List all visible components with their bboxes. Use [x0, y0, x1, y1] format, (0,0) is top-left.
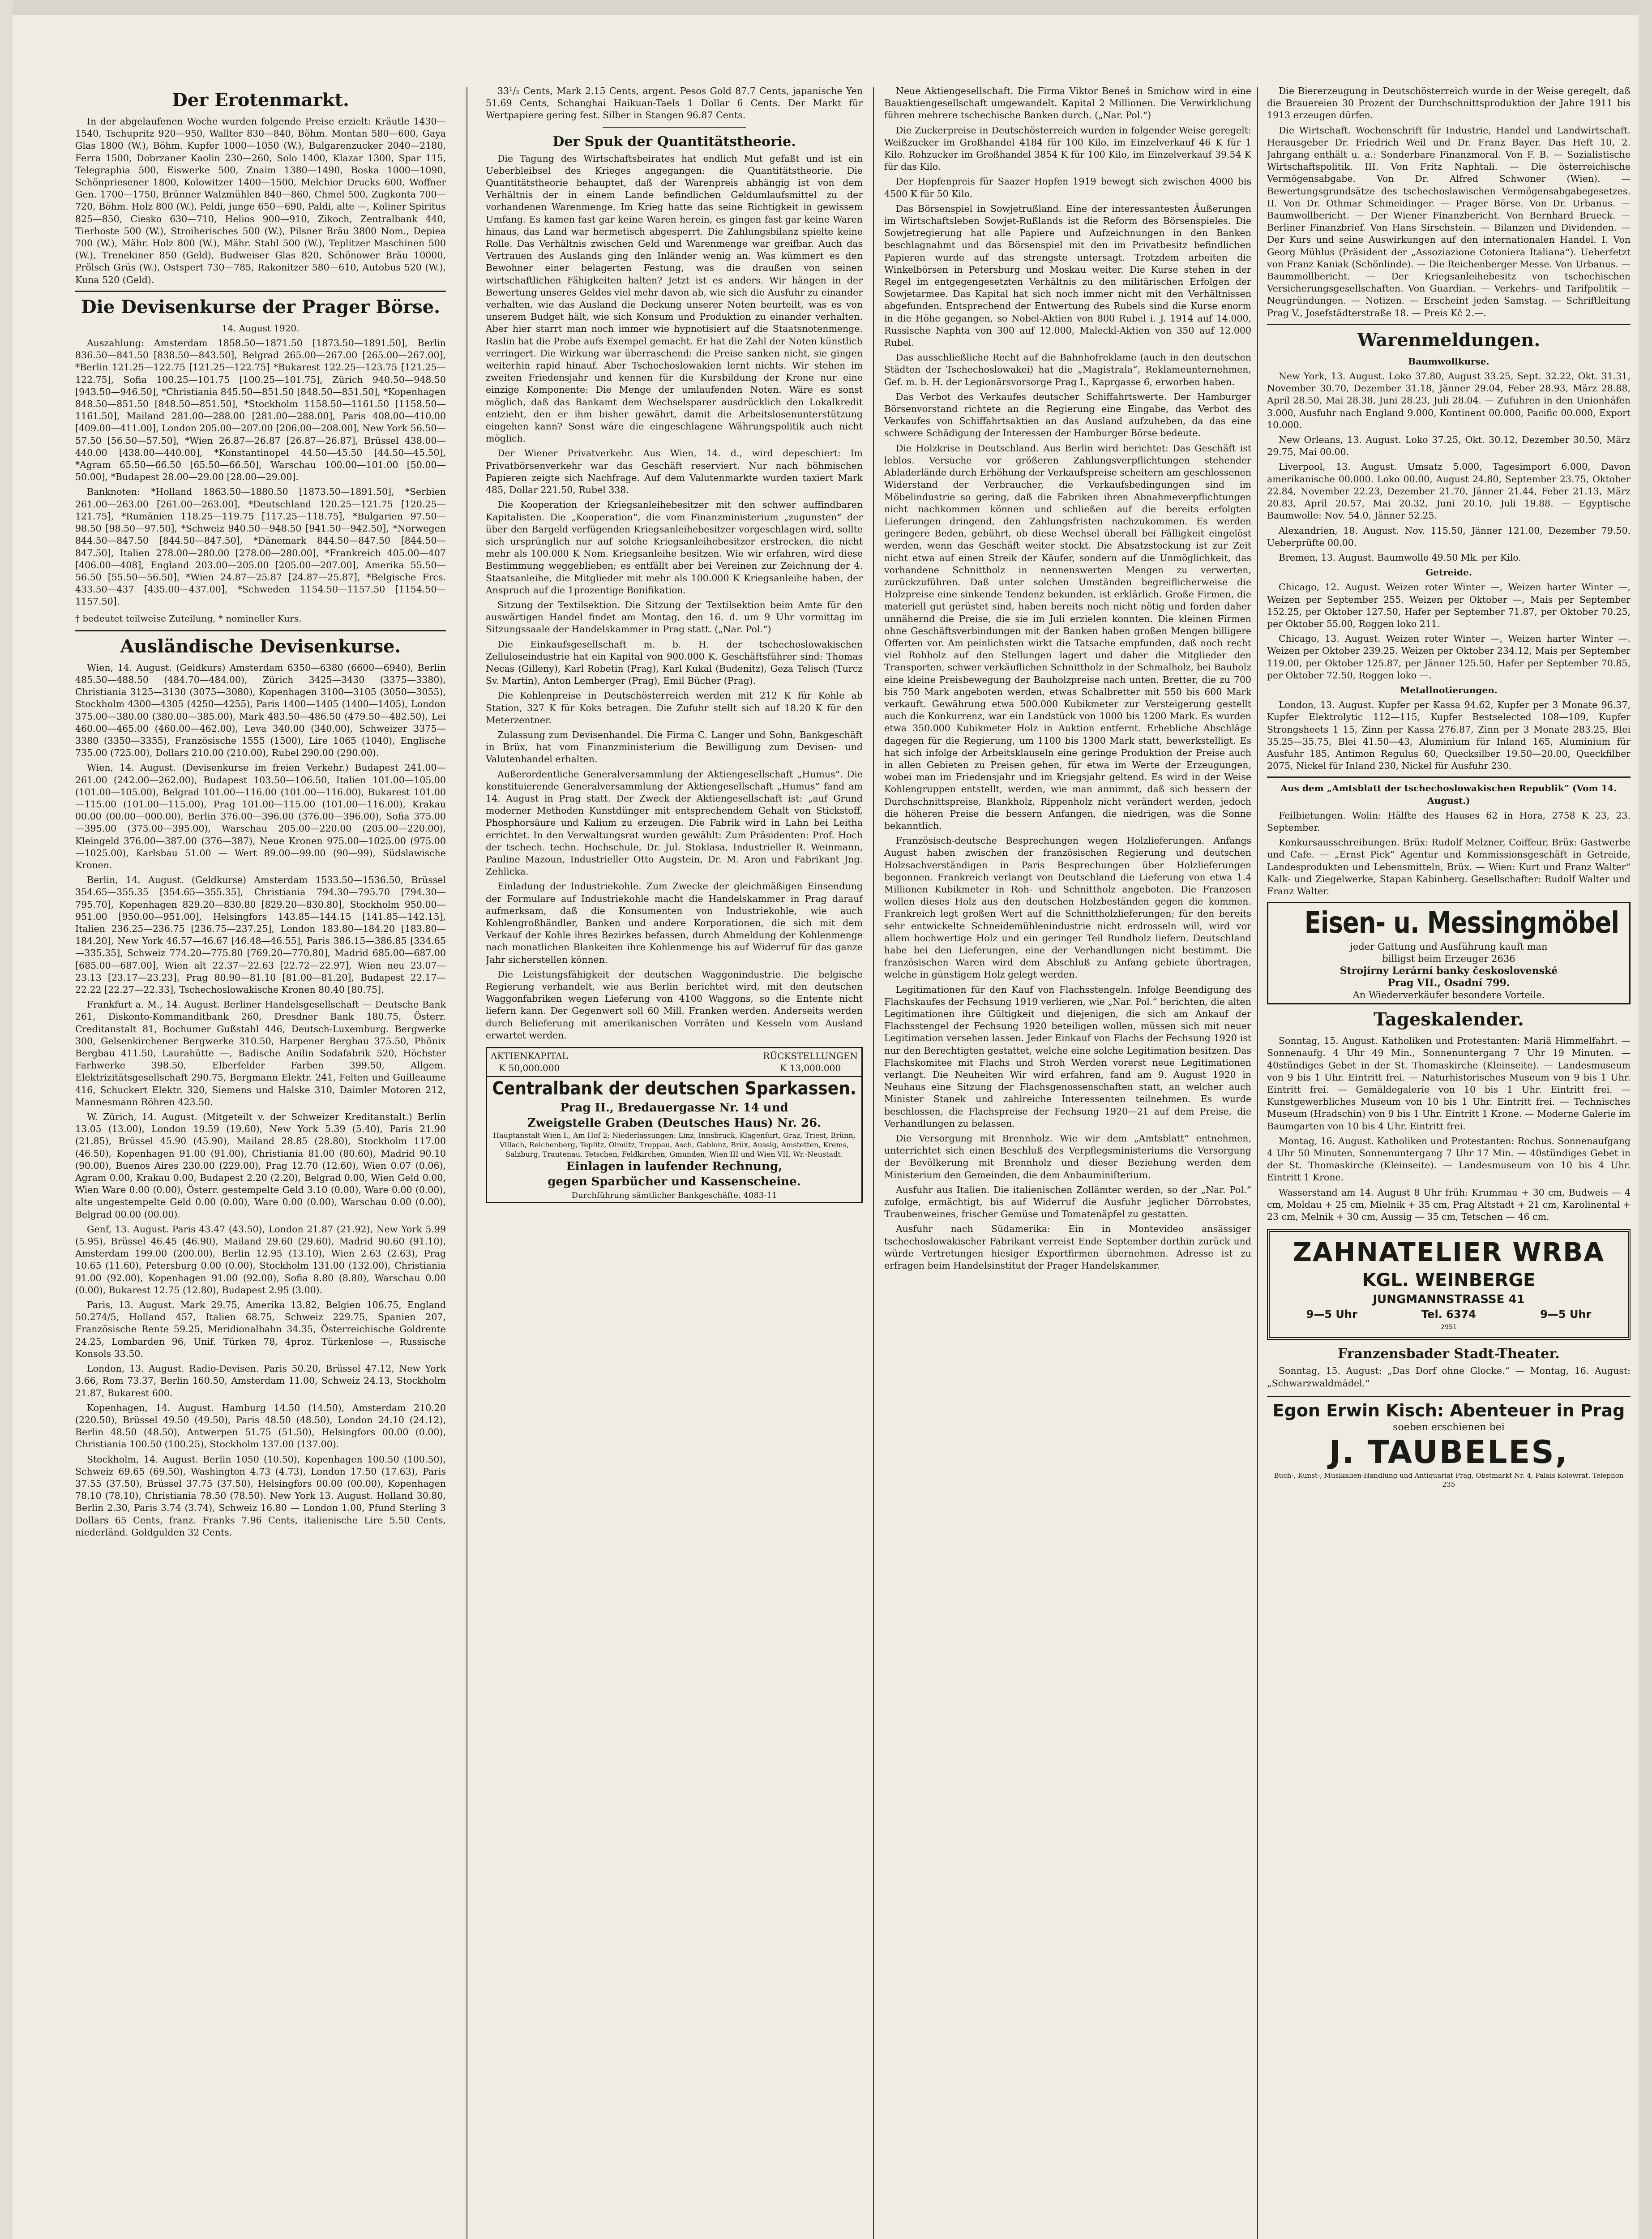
- paragraph: Legitimationen für den Kauf von Flachsstengeln. Infolge Beendigung des Flachskaufes der Fechsung 1919 verlieren, wie „Nar. Pol.“ berichten, die alten Legitimationen ihre Gültigkeit und diejenigen, die sich am Ankauf der Flachsstengel der Fechsung 1920 beteiligen wollen, müssen sich mit neuer Legitimation versehen lassen. Jeder Einkauf von Flachs der Fechsung 1920 ist nur den Berechtigten gestattet, welche eine solche Legitimation besitzen. Das Flachskomitee mit Flachs und Stroh Werden vorerst neue Legitimationen verlangt. Die Neuheiten Wir wird erfahren, fand am 9. August 1920 in Neuhaus eine Sitzung der Flachsgenossenschaften statt, an welcher auch Minister Stanek und zahlreiche Interessenten teilnehmen. Es wurde beschlossen, die Flachspreise der Fechsung 1920—21 auf dem Preise, die Verhandlungen zu belassen.: [884, 984, 1251, 1129]
- ad-hours-right: 9—5 Uhr: [1540, 1308, 1592, 1321]
- paragraph: Chicago, 13. August. Weizen roter Winter —, Weizen harter Winter —. Weizen per Oktober 239.25. Weizen per Oktober 234.12, Mais per September 119.00, per Oktober 125.87, per Jänner 125.50, Hafer per September 70.85, per Oktober 72.50, Roggen loko —.: [1267, 633, 1631, 681]
- section-title: Der Erotenmarkt.: [172, 90, 349, 111]
- paragraph: Außerordentliche Generalversammlung der Aktiengesellschaft „Humus“. Die konstituierende Generalversammlung der Aktiengesellschaft „Humus“ fand am 14. August in Prag statt. Der Zweck der Aktiengesellschaft ist: „auf Grund moderner Methoden Kunstdünger mit entsprechendem Gehalt von Stickstoff, Phosphorsäure und Kalium zu erzeugen. Die Fabrik wird in Lahn bei Leitha errichtet. In den Verwaltungsrat wurden gewählt: Zum Präsidenten: Prof. Hoch der tschech. techn. Hochschule, Dr. Jul. Stoklasa, Industrieller R. Weinmann, Pauline Mazoun, Industrieller Otto Augstein, Dr. M. Aron und Fabrikant Jng. Zehlicka.: [486, 768, 863, 877]
- ad-capital-header: [487, 1048, 861, 1077]
- ad-services: Durchführung sämtlicher Bankgeschäfte.: [571, 1191, 741, 1201]
- column-rule: [466, 87, 467, 2239]
- dental-advertisement: [1267, 1229, 1631, 1340]
- divider: [1267, 776, 1631, 778]
- paragraph: Das Börsenspiel in Sowjetrußland. Eine der interessantesten Äußerungen im Wirtschaftsleben Sowjet-Rußlands ist die Reform des Börsenspieles. Die Sowjetregierung hat alle Papiere und Aufzeichnungen in den Banken beschlagnahmt und das Börsenspiel mit den im Privatbesitz befindlichen Papieren wurde auf das strengste untersagt. Trotzdem arbeiten die Winkelbörsen in Petersburg und Moskau weiter. Die Kurse stehen in der Regel im entgegengesetzten Verhältnis zu den militärischen Erfolgen der Sowjetarmee. Das Kapital hat sich noch immer nicht mit den Verhältnissen abgefunden. Entsprechend der Entwertung des Rubels sind die Kurse enorm in die Höhe gegangen, so Nobel-Aktien von 800 Rubel i. J. 1914 auf 14.000, Russische Naphta von 300 auf 12.000, Maleckl-Aktien von 350 auf 12.000 Rubel.: [884, 203, 1251, 348]
- paragraph: Stockholm, 14. August. Berlin 1050 (10.50), Kopenhagen 100.50 (100.50), Schweiz 69.65 (69.50), Washington 4.73 (4.73), London 17.50 (17.63), Paris 37.55 (37.50), Brüssel 37.75 (37.50), Helsingfors 00.00 (00.00), Kopenhagen 78.10 (78.10), Christiania 78.50 (78.50). New York 13. August. Holland 30.80, Berlin 2.30, Paris 3.74 (3.74), Schweiz 16.80 — London 1.00, Pfund Sterling 3 Dollars 65 Cents, franz. Franks 7.96 Cents, italienische Lire 5.50 Cents, niederländ. Goldgulden 32 Cents.: [75, 1454, 446, 1538]
- paragraph: Der Hopfenpreis für Saazer Hopfen 1919 bewegt sich zwischen 4000 bis 4500 K für 50 Kilo.: [884, 176, 1251, 199]
- ad-address-2: Zweigstelle Graben (Deutsches Haus) Nr. 26.: [527, 1116, 822, 1130]
- paragraph: Zulassung zum Devisenhandel. Die Firma C. Langer und Sohn, Bankgeschäft in Brüx, hat vom Finanzministerium die Bewilligung zum Devisen- und Valutenhandel erhalten.: [486, 729, 863, 765]
- paragraph: Liverpool, 13. August. Umsatz 5.000, Tagesimport 6.000, Davon amerikanische 00.000. Loko 00.00, August 24.80, September 23.75, Oktober 22.84, November 22.23, Dezember 21.70, Jänner 21.44, Feber 21.13, März 20.83, April 20.57, Mai 20.32, Juni 20.10, Juli 19.88. — Egyptische Baumwolle: Nov. 54.0, Jänner 52.25.: [1267, 461, 1631, 521]
- ad-line: An Wiederverkäufer besondere Vorteile.: [1352, 990, 1545, 1001]
- ad-reserve-label: RÜCKSTELLUNGEN: [763, 1051, 858, 1062]
- paragraph: In der abgelaufenen Woche wurden folgende Preise erzielt: Kräutle 1430—1540, Tschupritz 920—950, Wallter 830—840, Böhm. Montan 580—600, Gaya Glas 1800 (W.), Böhm. Kupfer 1000—1050 (W.), Bulgarenzucker 2040—2180, Ferra 1500, Dobrzaner Kaolin 230—260, Solo 1400, Klazar 1300, Spar 115, Telegraphia 500, Eiswerke 500, Znaim 1380—1490, Boska 1000—1090, Schönpriesener 1800, Kolowitzer 1400—1500, Melchior Drucks 600, Woffner Gen. 1700—1750, Brünner Walzmühlen 840—860, Chmel 500, Zugkonta 700—720, Böhm. Holz 800 (W.), Peldi, junge 650—690, Paldi, alte —, Koliner Spiritus 825—850, Ciesko 630—710, Helios 900—910, Zikoch, Zentralbank 440, Tierhoste 500 (W.), Stroiherisches 500 (W.), Pilsner Bräu 3800 Nom., Depiea 700 (W.), Mähr. Holz 800 (W.), Mähr. Stahl 500 (W.), Teplitzer Maschinen 500 (W.), Trenekiner 850 (Geld), Budweiser Glas 820, Schönower Bräu 10000, Prölsch Grüs (W.), Ostspert 730—785, Rakonitzer 580—610, Autobus 520 (W.), Kuna 520 (Geld).: [75, 116, 446, 285]
- paragraph: Konkursausschreibungen. Brüx: Rudolf Melzner, Coiffeur, Brüx: Gastwerbe und Cafe. — „Ernst Pick“ Agentur und Kommissionsgeschäft in Getreide, Landesprodukten und Lebensmitteln, Brüx. — Wien: Kurt und Franz Walter“ Kalk- und Ziegelwerke, Stapan Kabinberg. Gesellschafter: Rudolf Walter und Franz Walter.: [1267, 837, 1631, 896]
- column-4: [1267, 85, 1631, 2239]
- paragraph: W. Zürich, 14. August. (Mitgeteilt v. der Schweizer Kreditanstalt.) Berlin 13.05 (13.00), London 19.59 (19.60), New York 5.39 (5.40), Paris 21.90 (21.85), Brüssel 45.90 (45.90), Mailand 28.85 (28.80), Stockholm 117.00 (46.50), Kopenhagen 91.00 (91.00), Christiania 81.00 (80.60), Madrid 90.10 (90.00), Buenos Aires 230.00 (229.00), Prag 12.70 (12.60), Wien 0.07 (0.06), Agram 0.00, Krakau 0.00, Budapest 2.20 (2.20), Belgrad 0.00, Wien Geld 0.00, Wien Ware 0.00 (0.00), Österr. gestempelte Geld 3.10 (0.00), Ware 0.00 (0.00), alte ungestempelte Geld 0.00 (0.00), Ware 0.00 (0.00), Warschau 0.00 (0.00), Belgrad 00.00 (00.00).: [75, 1111, 446, 1220]
- book-advertisement: [1267, 1396, 1631, 1489]
- subsection-title: Getreide.: [1425, 567, 1472, 578]
- paragraph: Einladung der Industriekohle. Zum Zwecke der gleichmäßigen Einsendung der Formulare auf Industriekohle macht die Handelskammer in Prag darauf aufmerksam, daß die Konsumenten von Industriekohle, wie auch Kohlengroßhändler, Banken und andere Korporationen, die sich mit dem Verkauf der Kohle ihres Bezirkes befassen, durch Abmeldung der Kohlenmenge nach monatlichen Blankeiten ihre Kohlenmenge bis auf Widerruf für das ganze Jahr sicherstellen können.: [486, 881, 863, 965]
- divider: [603, 127, 746, 128]
- subsection-title: Aus dem „Amtsblatt der tschechoslowakischen Republik“ (Vom 14. August.): [1280, 783, 1617, 806]
- paragraph: Sitzung der Textilsektion. Die Sitzung der Textilsektion beim Amte für den auswärtigen Handel findet am Montag, den 16. d. um 9 Uhr vormittag im Sitzungssaale der Handelskammer in Prag statt. („Nar. Pol.“): [486, 599, 863, 635]
- paragraph: Kopenhagen, 14. August. Hamburg 14.50 (14.50), Amsterdam 210.20 (220.50), Brüssel 49.50 (49.50), Paris 48.50 (48.50), London 24.10 (24.12), Berlin 48.50 (48.50), Antwerpen 51.75 (51.50), Helsingfors 00.00 (0.00), Christiania 100.50 (100.25), Stockholm 137.00 (137.00).: [75, 1402, 446, 1450]
- ad-address: Buch-, Kunst-, Musikalien-Handlung und Antiquariat Prag, Obstmarkt Nr. 4, Palais Kolowrat. Telephon 235: [1274, 1471, 1624, 1489]
- paragraph: Genf, 13. August. Paris 43.47 (43.50), London 21.87 (21.92), New York 5.99 (5.95), Brüssel 46.45 (46.90), Mailand 29.60 (29.60), Madrid 90.60 (91.10), Amsterdam 199.00 (200.00), Berlin 12.95 (13.10), Wien 2.63 (2.63), Prag 10.65 (11.60), Petersburg 0.00 (0.00), Stockholm 131.00 (132.00), Christiania 91.00 (92.00), Kopenhagen 91.00 (92.00), Sofia 8.80 (8.80), Warschau 0.00 (0.00), Bukarest 12.75 (12.80), Budapest 2.95 (3.00).: [75, 1223, 446, 1295]
- paragraph: Frankfurt a. M., 14. August. Berliner Handelsgesellschaft — Deutsche Bank 261, Diskonto-Kommanditbank 260, Dresdner Bank 180.75, Österr. Creditanstalt 81, Bochumer Gußstahl 446, Deutsch-Luxemburg. Bergwerke 300, Gelsenkirchener Bergwerke 310.50, Harpener Bergbau 375.50, Phönix Bergbau 411.50, Laurahütte —, Badische Anilin Sodafabrik 520, Höchster Farbwerke 398.50, Elberfelder Farben 399.50, Allgem. Elektrizitätsgesellschaft 290.75, Bergmann Elektr. 241, Felten und Guilleaume 416, Schuckert Elektr. 320, Siemens und Halske 310, Daimler Motoren 212, Mannesmann Röhren 423.50.: [75, 999, 446, 1107]
- paragraph: 33¹/₂ Cents, Mark 2.15 Cents, argent. Pesos Gold 87.7 Cents, japanische Yen 51.69 Cents, Schanghai Haikuan-Taels 1 Dollar 6 Cents. Der Markt für Wertpapiere gering fest. Silber in Stangen 96.87 Cents.: [486, 86, 863, 121]
- ad-line: Einlagen in laufender Rechnung,: [566, 1160, 783, 1174]
- ad-publisher: J. TAUBELES,: [1329, 1434, 1569, 1471]
- ad-line: jeder Gattung und Ausführung kauft man: [1350, 941, 1548, 952]
- ad-code: 2636: [1491, 953, 1515, 965]
- section-title: Tageskalender.: [1374, 1009, 1524, 1030]
- ad-headline: Eisen- u. Messingmöbel: [1304, 905, 1619, 940]
- paragraph: Die Holzkrise in Deutschland. Aus Berlin wird berichtet: Das Geschäft ist leblos. Versuche vor größeren Zahlungsverpflichtungen stehender Abladerlände durch Erhöhung der Verkaufspreise scheitern am geschlossenen Widerstand der Verbraucher, die Verkaufsbedingungen sind im Möbelindustrie so gering, daß die Fabriken ihren Abnahmeverpflichtungen nicht nachkommen können und schließen auf die bereits erfolgten Lieferungen dringend, den Zahlungsfristen nachzukommen. Es werden geringere Beden, gebührt, ob diese Wechsel überall bei Fälligkeit eingelöst werden, wenn das Geschäft weiter stockt. Die Absatzstockung ist zur Zeit nicht etwa auf einen Streik der Käufer, sondern auf die Unmöglichkeit, das vorhandene Schnittholz in nennenswerten Mengen zu verwerten, zurückzuführen. Daß unter solchen Umständen begreiflicherweise die Holzpreise eine sinkende Tendenz bekunden, ist erklärlich. Große Firmen, die materiell gut gerüstet sind, haben bereits noch nicht nötig und forden daher unnähernd die Preise, die sie im Juli erzielen konnten. Die kleinen Firmen ohne Geschäftsverbindungen mit der Banken haben großen Mengen billigere Offerten vor. Am peinlichsten wirkt die Tatsache empfunden, daß noch recht viel Rohholz auf den Stellungen lagert und daher die Mitglieder den Transporten, schwer verkäuflichen Schnittholz in der Schmalholz, bei Bauholz eine kleine Preisbewegung der Bauholzpreise nach unten. Bretter, die zu 700 bis 750 Mark angeboten werden, etwas Schalbretter mit 550 bis 600 Mark verkauft. Gewährung etwa 500.000 Kubikmeter zur Versteigerung gestellt auch die Konkurrenz, war ein Landstück von 1000 bis 1200 Mark. Es wurden etwa 350.000 Kubikmeter Holz in Auktion entfernt. Erhebliche Abschläge dagegen für die Regierung, um 1100 bis 1300 Mark statt, bewerkstelligt. Es hat sich infolge der Arbeitsklauseln eine geringe Produktion der Preise auch in allen Gebieten zu Preisen gehen, für etwa im Werte der Erzeugungen, wobei man im Friedensjahr und im Kriegsjahr geltend. Es wird in der Weise Kohlengruppen entstellt, werden, wie man annimmt, daß sich bessern der Durchschnittspreise, Blankholz, Rippenholz nicht verändert werden, jedoch die höheren Preise die bessern Anfangen, die niedrigen, was die Sonne bekanntlich.: [884, 442, 1251, 831]
- paragraph: Feilbietungen. Wolin: Hälfte des Hauses 62 in Hora, 2758 K 23, 23. September.: [1267, 810, 1631, 833]
- paragraph: Sonntag, 15. August: „Das Dorf ohne Glocke.“ — Montag, 16. August: „Schwarzwaldmädel.“: [1267, 1365, 1631, 1389]
- column-rule: [873, 87, 874, 2239]
- ad-line: JUNGMANNSTRASSE 41: [1373, 1293, 1525, 1307]
- paragraph: Die Leistungsfähigkeit der deutschen Waggonindustrie. Die belgische Regierung verhandelt, wie aus Berlin berichtet wird, mit den deutschen Waggonfabriken wegen Lieferung von 4100 Waggons, so die Entente nicht liefern kann. Der Gegenwert soll 60 Mill. Franken werden. Anderseits werden durch Belieferung mit amerikanischen Vorräten und Kesseln vom Ausland erwartet werden.: [486, 969, 863, 1041]
- ad-line: [1273, 953, 1625, 965]
- paragraph: New Orleans, 13. August. Loko 37.25, Okt. 30.12, Dezember 30.50, März 29.75, Mai 00.00.: [1267, 434, 1631, 458]
- paragraph: Neue Aktiengesellschaft. Die Firma Viktor Beneš in Smichow wird in eine Bauaktiengesellschaft umgewandelt. Kapital 2 Millionen. Die Verwirklichung führen mehrere tschechische Banken durch. („Nar. Pol.“): [884, 86, 1251, 121]
- ad-line: [487, 1189, 861, 1201]
- paragraph: Wasserstand am 14. August 8 Uhr früh: Krummau + 30 cm, Budweis — 4 cm, Moldau + 25 cm, Mielnik + 35 cm, Prag Altstadt + 21 cm, Karolinental + 23 cm, Melnik + 30 cm, Aussig — 35 cm, Tetschen — 46 cm.: [1267, 1187, 1631, 1222]
- paragraph: Bremen, 13. August. Baumwolle 49.50 Mk. per Kilo.: [1279, 552, 1521, 563]
- paragraph: Die Zuckerpreise in Deutschösterreich wurden in folgender Weise geregelt: Weißzucker im Großhandel 4184 für 100 Kilo, im Einzelverkauf 46 K für 1 Kilo. Rohzucker im Großhandel 3854 K für 100 Kilo, im Einzelverkauf 39.54 K für das Kilo.: [884, 124, 1251, 172]
- divider: [75, 630, 446, 631]
- ad-line: soeben erschienen bei: [1393, 1421, 1505, 1433]
- ad-capital-label: AKTIENKAPITAL: [491, 1051, 568, 1062]
- scan-edge-top: [0, 0, 1652, 15]
- paragraph: Sonntag, 15. August. Katholiken und Protestanten: Mariä Himmelfahrt. — Sonnenaufg. 4 Uhr 49 Min., Sonnenuntergang 7 Uhr 19 Minuten. — 40stündiges Gebet in der St. Thomaskirche (Kleinseite). — Landesmuseum von 9 bis 1 Uhr. Eintritt frei. — Naturhistorisches Museum von 9 bis 1 Uhr. Eintritt frei. — Gemäldegalerie von 10 bis 1 Uhr. Eintritt frei. — Kunstgewerbliches Museum von 10 bis 1 Uhr. Eintritt frei. — Technisches Museum (Hradschin) von 9 bis 1 Uhr. Eintritt 1 Krone. — Moderne Galerie im Baumgarten von 10 bis 4 Uhr. Eintritt frei.: [1267, 1035, 1631, 1132]
- ad-branches: Hauptanstalt Wien I., Am Hof 2; Niederlassungen: Linz, Innsbruck, Klagenfurt, Graz, Triest, Brünn, Villach, Reichenberg, Teplitz, Olmütz, Troppau, Asch, Gablonz, Brüx, Aussig, Amstetten, Krems, Salzburg, Trautenau, Tetschen, Feldkirchen, Gmunden, Wien III und Wien VII, Wr.-Neustadt.: [493, 1131, 856, 1159]
- ad-bank-name: Centralbank der deutschen Sparkassen.: [492, 1078, 856, 1099]
- article-title: Der Spuk der Quantitätstheorie.: [552, 133, 796, 150]
- paragraph: Die Tagung des Wirtschaftsbeirates hat endlich Mut gefaßt und ist ein Ueberbleibsel des Krieges angegangen: die Quantitätstheorie. Die Quantitätstheorie behauptet, daß der Warenpreis abhängig ist von dem Verhältnis der in einem Lande befindlichen Geldumlaufsmittel zu der vorhandenen Warenmenge. Im Krieg hatte das seine Richtigkeit in gewissem Umfang. Es kamen fast gar keine Waren herein, es gingen fast gar keine Waren hinaus, das Land war hermetisch abgesperrt. Die Zahlungsbilanz spielte keine Rolle. Das Verhältnis zwischen Geld und Warenmenge war greifbar. Auch das Vertrauen des Auslands ging den Inländer wenig an. Was kümmert es den Bewohner einer belagerten Festung, was die draußen von seinen wirtschaftlichen Fähigkeiten halten? Jetzt ist es anders. Wir hängen in der Bewertung unseres Geldes viel mehr davon ab, wie sich die Ausfuhr zu einander verhalten, wie das Ausland die Deckung unserer Noten beurteilt, was es von unserem Budget hält, wie sich Konsum und Produktion zu einander verhalten. Aber hier starrt man noch immer wie hypnotisiert auf die Staatsnotenmenge. Raslin hat die Probe aufs Exempel gemacht. Er hat die Zahl der Noten künstlich verringert. Die Wirkung war überraschend: die Preise sanken nicht, sie gingen weiterhin rapid hinauf. Aber Tschechoslowakien lernt nichts. Wir stehen im zweiten Friedensjahr und kennen für die Kursbildung der Krone nur eine einzige Komponente: Die Menge der umlaufenden Noten. Wäre es sonst möglich, daß das Bankamt dem Wechselsparer ausdrücklich den Lokalkredit entzieht, den er ihm bisher gewährt, damit die Arbeitslosenunterstützung eingehen kann? Sonst wäre die eingeschlagene Währungspolitik auch nicht möglich.: [486, 153, 863, 444]
- footnote: † bedeutet teilweise Zuteilung, * nomineller Kurs.: [75, 613, 302, 624]
- dateline: 14. August 1920.: [222, 322, 300, 334]
- paragraph: Die Kooperation der Kriegsanleihebesitzer mit den schwer auffindbaren Kapitalisten. Die „Kooperation“, die vom Finanzministerium „zugunsten“ der über den Bargeld verfügenden Kriegsanleihebesitzer vorgeschlagen wird, sollte sich ursprünglich nur auf solche Kriegsanleihebesitzer erstrecken, die nicht mehr als 100.000 K Nom. Kriegsanleihe besitzen. Wie wir erfahren, wird diese Bestimmung weggeblieben; es entfällt aber bei Vereinen zur Zeichnung der 4. Staatsanleihe, die Mitglieder mit mehr als 100.000 K Kriegsanleihe haben, der Anspruch auf die 1prozentige Bonifikation.: [486, 499, 863, 596]
- paragraph: Die Einkaufsgesellschaft m. b. H. der tschechoslowakischen Zelluloseindustrie hat ein Kapital von 900.000 K. Geschäftsführer sind: Thomas Necas (Gilleny), Karl Robetin (Prag), Karl Kukal (Budenitz), Geza Telisch (Turcz Sv. Martin), Anton Lemberger (Prag), Emil Bücher (Prag).: [486, 639, 863, 686]
- paragraph: Banknoten: *Holland 1863.50—1880.50 [1873.50—1891.50], *Serbien 261.00—263.00 [261.00—263.00], *Deutschland 120.25—121.75 [120.25—121.75], *Rumänien 118.25—119.75 [117.25—118.75], *Bulgarien 97.50—98.50 [98.50—97.50], *Schweiz 940.50—948.50 [941.50—942.50], *Norwegen 844.50—847.50 [844.50—847.50], *Dänemark 844.50—847.50 [844.50—847.50], Italien 278.00—280.00 [278.00—280.00], *Frankreich 405.00—407 [406.00—408], England 203.00—205.00 [205.00—207.00], Amerika 55.50—56.50 [55.50—56.50], *Wien 24.87—25.87 [24.87—25.87], *Belgische Frcs. 433.50—437 [435.00—437.00], *Schweden 1154.50—1157.50 [1154.50—1157.50].: [75, 486, 446, 607]
- ad-address-1: Prag II., Bredauergasse Nr. 14 und: [560, 1101, 788, 1115]
- scan-edge-left: [0, 0, 13, 2239]
- paragraph: Das Verbot des Verkaufes deutscher Schiffahrtswerte. Der Hamburger Börsenvorstand richtete an die Regierung eine Eingabe, das Verbot des Verkaufes von Schiffahrtsaktien an das Ausland aufzuheben, da das eine schwere Schädigung der Interessen der Hamburger Börse bedeute.: [884, 391, 1251, 439]
- paragraph: Paris, 13. August. Mark 29.75, Amerika 13.82, Belgien 106.75, England 50.274/5, Holland 457, Italien 68.75, Schweiz 229.75, Spanien 207, Französische Rente 59.25, Meridionalbahn 34.35, Österreichische Goldrente 24.25, Lombarden 96, Unif. Türken 78, 4proz. Türkenlose —, Russische Konsols 33.50.: [75, 1300, 446, 1359]
- paragraph: Auszahlung: Amsterdam 1858.50—1871.50 [1873.50—1891.50], Berlin 836.50—841.50 [838.50—843.50], Belgrad 265.00—267.00 [265.00—267.00], *Berlin 121.25—122.75 [121.25—122.75] *Bukarest 122.25—123.75 [121.25—122.75], Sofia 100.25—101.75 [100.25—101.75], Zürich 940.50—948.50 [943.50—946.50], *Christiania 845.50—851.50 [848.50—851.50], *Kopenhagen 848.50—851.50 [848.50—851.50], *Stockholm 1158.50—1161.50 [1158.50—1161.50], Mailand 281.00—288.00 [281.00—288.00], Paris 408.00—410.00 [409.00—411.00], London 205.00—207.00 [206.00—208.00], New York 56.50—57.50 [56.50—57.50], *Wien 26.87—26.87 [26.87—26.87], Brüssel 438.00—440.00 [438.00—440.00], *Konstantinopel 44.50—45.50 [44.50—45.50], *Agram 65.50—66.50 [65.50—66.50], Warschau 100.00—101.00 [50.00—50.00], *Budapest 28.00—29.00 [28.00—29.00].: [75, 338, 446, 483]
- divider: [75, 291, 446, 292]
- ad-reserve-value: K 13,000.000: [780, 1063, 841, 1074]
- ad-reserve-right: [763, 1050, 858, 1074]
- column-3: [884, 85, 1251, 2239]
- ad-code: 4083-11: [743, 1191, 777, 1201]
- divider: [1267, 324, 1631, 325]
- subsection-title: Baumwollkurse.: [1408, 356, 1489, 367]
- ad-capital-left: [491, 1050, 568, 1074]
- paragraph: London, 13. August. Kupfer per Kassa 94.62, Kupfer per 3 Monate 96.37, Kupfer Elektrolytic 112—115, Kupfer Bestselected 108—109, Kupfer Strongsheets 1 15, Zinn per Kassa 276.87, Zinn per 3 Monate 283.25, Blei 35.25—35.75, Blei 41.50—43, Aluminium für Inland 165, Aluminium für Ausfuhr 185, Antimon Regulus 60, Quecksilber 19.50—20.00, Queckfilber 2075, Nickel für Inland 230, Nickel für Ausfuhr 230.: [1267, 699, 1631, 772]
- ad-line: Prag VII., Osadní 799.: [1387, 977, 1510, 989]
- ad-line: KGL. WEINBERGE: [1362, 1270, 1536, 1291]
- column-rule: [1257, 87, 1258, 2239]
- furniture-advertisement: [1267, 902, 1631, 1004]
- paragraph: Ausfuhr aus Italien. Die italienischen Zollämter werden, so der „Nar. Pol.“ zufolge, ermächtigt, bis auf Widerruf die Ausfuhr jeglicher Dörrobstes, Traubenweines, frischer Gemüse und Tomatenäpfel zu gestatten.: [884, 1184, 1251, 1220]
- ad-headline: Egon Erwin Kisch: Abenteuer in Prag: [1272, 1400, 1625, 1420]
- paragraph: Ausfuhr nach Südamerika: Ein in Montevideo ansässiger tschechoslowakischer Fabrikant verreist Ende September dorthin zurück und würde Vertretungen hiesiger Exportfirmen übernehmen. Adresse ist zu erfragen beim Handelsinstitut der Prager Handelskammer.: [884, 1223, 1251, 1271]
- scan-edge-right: [1639, 0, 1652, 2239]
- paragraph: Der Wiener Privatverkehr. Aus Wien, 14. d., wird depeschiert: Im Privatbörsenverkehr war das Geschäft reserviert. Nur nach böhmischen Papieren zeigte sich Nachfrage. Auf dem Valutenmarkte wurden taxiert Mark 485, Dollar 221.50, Rubel 338.: [486, 448, 863, 496]
- paragraph: Die Kohlenpreise in Deutschösterreich werden mit 212 K für Kohle ab Station, 327 K für Koks betragen. Die Zufuhr stellt sich auf 18.20 K für den Meterzentner.: [486, 690, 863, 725]
- section-title: Warenmeldungen.: [1357, 329, 1541, 351]
- paragraph: Alexandrien, 18. August. Nov. 115.50, Jänner 121.00, Dezember 79.50. Ueberprüfte 00.00.: [1267, 525, 1631, 548]
- paragraph: London, 13. August. Radio-Devisen. Paris 50.20, Brüssel 47.12, New York 3.66, Rom 73.37, Berlin 160.50, Amsterdam 11.00, Schweiz 24.13, Stockholm 21.87, Bukarest 600.: [75, 1363, 446, 1398]
- paragraph: Die Wirtschaft. Wochenschrift für Industrie, Handel und Landwirtschaft. Herausgeber Dr. Friedrich Weil und Dr. Franz Bayer. Das Heft 10, 2. Jahrgang enthält u. a.: Sonderbare Finanzmoral. Von F. B. — Sozialistische Wirtschaftspolitik. III. Von Fritz Naphtali. — Die österreichische Vermögensabgabe. Von Dr. Alfred Schwoner (Wien). — Bewertungsgrundsätze des tschechoslawischen Vermögensabgabegesetzes. II. Von Dr. Othmar Schmeidinger. — Prager Börse. Von Dr. Urbanus. — Baumwollbericht. — Der Wiener Finanzbericht. Von Bernhard Brueck. — Berliner Finanzbrief. Von Hans Sirschstein. — Bilanzen und Dividenden. — Der Kurs und seine Auswirkungen auf den internationalen Handel. I. Von Georg Mühlus (Präsident der „Assoziazione Cotoniera Italiana“). Ueberfetzt von Franz Kaniak (Schönlinde). — Die Reichenberger Messe. Von Urbanus. — Baummollbericht. — Der Kriegsanleihebesitz von tschechischen Versicherungsgesellschaften. Von Guardian. — Verkehrs- und Tarifpolitik — Neugründungen. — Notizen. — Erscheint jeden Samstag. — Schriftleitung Prag V., Josefstädterstraße 18. — Preis Kč 2.—.: [1267, 124, 1631, 318]
- paragraph: Wien, 14. August. (Geldkurs) Amsterdam 6350—6380 (6600—6940), Berlin 485.50—488.50 (484.70—484.00), Zürich 3425—3430 (3375—3380), Christiania 3125—3130 (3075—3080), Kopenhagen 3100—3105 (3050—3055), Stockholm 4300—4305 (4250—4255), Paris 1400—1405 (1400—1405), London 375.00—380.00 (380.00—385.00), Mark 483.50—486.50 (479.50—482.50), Lei 460.00—465.00 (460.00—462.00), Leva 340.00 (340.00), Schweizer 3375—3380 (3350—3355), Französische 1555 (1500), Lire 1065 (1040), Englische 735.00 (725.00), Dollars 210.00 (210.00), Rubel 290.00 (290.00).: [75, 662, 446, 759]
- section-title: Die Devisenkurse der Prager Börse.: [81, 296, 440, 317]
- ad-line-text: billigst beim Erzeuger: [1382, 953, 1489, 965]
- subsection-title: Metallnotierungen.: [1400, 684, 1498, 695]
- section-title: Ausländische Devisenkurse.: [120, 635, 401, 657]
- paragraph: Das ausschließliche Recht auf die Bahnhofreklame (auch in den deutschen Städten der Tschechoslowakei) hat die „Magistrala“, Reklameunternehmen, Gef. m. b. H. der Legionärsvorsorge Prag I., Kaprgasse 6, erworben haben.: [884, 352, 1251, 387]
- paragraph: Chicago, 12. August. Weizen roter Winter —, Weizen harter Winter —, Weizen per September 255. Weizen per Oktober —, Mais per September 152.25, per Oktober 127.50, Hafer per September 71.87, per Oktober 70.25, per Oktober 55.00, Roggen loko 211.: [1267, 582, 1631, 629]
- column-1: [75, 85, 446, 2239]
- paragraph: Berlin, 14. August. (Geldkurse) Amsterdam 1533.50—1536.50, Brüssel 354.65—355.35 [354.65—355.35], Christiania 794.30—795.70 [794.30—795.70], Kopenhagen 829.20—830.80 [829.20—830.80], Stockholm 950.00—951.00 [950.00—951.00], Helsingfors 143.85—144.15 [141.85—142.15], Italien 236.25—236.75 [236.75—237.25], London 183.80—184.20 [183.80—184.20], New York 46.57—46.67 [46.48—46.55], Paris 386.15—386.85 [334.65—335.35], Schweiz 774.20—775.80 [769.20—770.80], Madrid 685.00—687.00 [685.00—687.00], Wien alt 22.37—22.63 [22.72—22.97], Wien neu 23.07—23.13 [23.17—23.23], Prag 80.90—81.10 [81.00—81.20], Budapest 22.17—22.22 [22.27—22.33], Tschechoslowakische Kronen 80.40 [80.75].: [75, 875, 446, 995]
- paragraph: Die Versorgung mit Brennholz. Wie wir dem „Amtsblatt“ entnehmen, unterrichtet sich einen Beschluß des Verpflegsministeriums die Versorgung der Bevölkerung mit Brennholz und dieser Beziehung werden dem Ministerium den Gemeinden, die dem Anbauminiſterium.: [884, 1133, 1251, 1180]
- column-2: [486, 85, 863, 2239]
- ad-headline: ZAHNATELIER WRBA: [1292, 1237, 1605, 1268]
- bank-advertisement: [486, 1047, 863, 1203]
- ad-hours: [1274, 1307, 1623, 1321]
- paragraph: Die Biererzeugung in Deutschösterreich wurde in der Weise geregelt, daß die Brauereien 30 Prozent der Durchschnittsproduktion der Jahre 1911 bis 1913 erzeugen dürfen.: [1267, 86, 1631, 121]
- paragraph: New York, 13. August. Loko 37.80, August 33.25, Sept. 32.22, Okt. 31.31, November 30.70, Dezember 31.18, Jänner 29.04, Feber 28.93, März 28.88, April 28.50, Mai 28.38, Juni 28.23, Juli 28.04. — Zufuhren in den Unionhäfen 3.000, Ausfuhr nach England 9.000, Kontinent 00.000, Pacific 00.000, Export 10.000.: [1267, 371, 1631, 430]
- paragraph: Montag, 16. August. Katholiken und Protestanten: Rochus. Sonnenaufgang 4 Uhr 50 Minuten, Sonnenuntergang 7 Uhr 17 Min. — 40stündiges Gebet in der St. Thomaskirche (Kleinseite). — Landesmuseum von 10 bis 4 Uhr. Eintritt 1 Krone.: [1267, 1135, 1631, 1183]
- article-title: Franzensbader Stadt-Theater.: [1338, 1346, 1560, 1362]
- paragraph: Wien, 14. August. (Devisenkurse im freien Verkehr.) Budapest 241.00—261.00 (242.00—262.00), Budapest 103.50—106.50, Italien 101.00—105.00 (101.00—105.00), Belgrad 101.00—116.00 (101.00—116.00), Bukarest 101.00—115.00 (101.00—115.00), Prag 101.00—115.00 (101.00—116.00), Krakau 00.00 (00.00—000.00), Berlin 376.00—396.00 (376.00—396.00), Sofia 375.00—395.00 (375.00—395.00), Warschau 205.00—220.00 (205.00—220.00), Kleingeld 376.00—387.00 (376—387), Neue Kronen 975.00—1025.00 (975.00—1025.00), Karlsbau 51.00 — Wert 89.00—99.00 (90—99), Südslawische Kronen.: [75, 762, 446, 871]
- ad-telephone: Tel. 6374: [1421, 1308, 1476, 1321]
- paragraph: Französisch-deutsche Besprechungen wegen Holzlieferungen. Anfangs August haben zwischen der französischen Regierung und deutschen Holzsachverständigen in Paris Besprechungen über Holzlieferungen begonnen. Frankreich verlangt von Deutschland die Lieferung von etwa 1.4 Millionen Kubikmeter in Roh- und Schnittholz angeboten. Die Franzosen wollen dieses Holz aus den deutschen Holzbeständen gegen die kommen. Frankreich legt großen Wert auf die Schnittholzlieferungen; für den bereits sehr entwickelte Schneidemühlenindustrie nicht erdrosseln will, wird vor allem hochwertige Holz und ein geringer Teil Rundholz liefern. Deutschland habe bei den Lieferungen, eine der Verhandlungen nicht bestimmt. Die französischen Waren wird dem Abschluß zu Anfang gebiete übertragen, welche in günstigem Holz gelegt werden.: [884, 835, 1251, 980]
- ad-code: 2951: [1441, 1324, 1457, 1331]
- ad-line: gegen Sparbücher und Kassenscheine.: [548, 1175, 801, 1189]
- ad-capital-value: K 50,000.000: [499, 1063, 560, 1074]
- ad-line: Strojírny Lerární banky československé: [1340, 965, 1558, 977]
- ad-hours-left: 9—5 Uhr: [1306, 1308, 1357, 1321]
